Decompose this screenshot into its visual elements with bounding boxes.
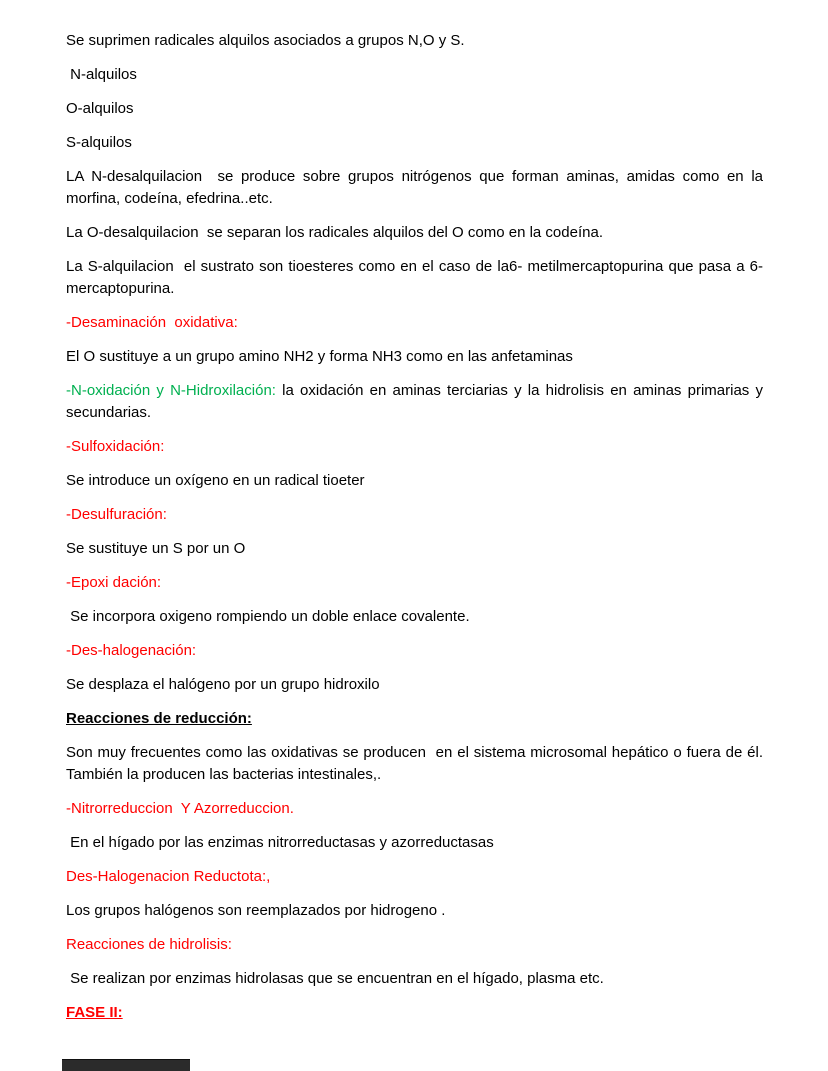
cropped-dark-image-fragment — [62, 1059, 190, 1071]
list-item-n-alquilos: N-alquilos — [66, 66, 137, 83]
paragraph-n-desalquilacion: LA N-desalquilacion se produce sobre grupos nitrógenos que forman aminas, amidas como en la morfina, codeína, efedrina..etc. — [66, 168, 768, 207]
paragraph-desaminacion-body: El O sustituye a un grupo amino NH2 y forma NH3 como en las anfetaminas — [66, 348, 573, 365]
paragraph-n-oxidacion-body: la oxidación en aminas terciarias y la hidrolisis en aminas primarias y secundarias. — [66, 382, 768, 421]
subheading-desaminacion-oxidativa: -Desaminación oxidativa: — [66, 314, 238, 331]
paragraph-epoxidacion-body: Se incorpora oxigeno rompiendo un doble enlace covalente. — [66, 608, 470, 625]
paragraph-o-desalquilacion: La O-desalquilacion se separan los radicales alquilos del O como en la codeína. — [66, 224, 603, 241]
paragraph-intro: Se suprimen radicales alquilos asociados a grupos N,O y S. — [66, 32, 465, 49]
paragraph-desulfuracion-body: Se sustituye un S por un O — [66, 540, 246, 557]
list-item-o-alquilos: O-alquilos — [66, 100, 134, 117]
paragraph-sulfoxidacion-body: Se introduce un oxígeno en un radical tioeter — [66, 472, 365, 489]
paragraph-des-halogenacion-body: Se desplaza el halógeno por un grupo hidroxilo — [66, 676, 380, 693]
subheading-n-oxidacion: -N-oxidación y N-Hidroxilación: — [66, 382, 276, 399]
subheading-reacciones-hidrolisis: Reacciones de hidrolisis: — [66, 936, 232, 953]
subheading-sulfoxidacion: -Sulfoxidación: — [66, 438, 165, 455]
list-item-s-alquilos: S-alquilos — [66, 134, 132, 151]
subheading-desulfuracion: -Desulfuración: — [66, 506, 167, 523]
paragraph-s-alquilacion: La S-alquilacion el sustrato son tioesteres como en el caso de la6- metilmercaptopurina que pasa a 6-mercaptopurina. — [66, 258, 763, 297]
heading-reacciones-reduccion: Reacciones de reducción: — [66, 710, 252, 727]
subheading-nitrorreduccion: -Nitrorreduccion Y Azorreduccion. — [66, 800, 294, 817]
subheading-des-halogenacion-reductota: Des-Halogenacion Reductota:, — [66, 868, 271, 885]
subheading-epoxidacion: -Epoxi dación: — [66, 574, 162, 591]
document-body — [66, 30, 768, 1036]
paragraph-n-oxidacion — [66, 380, 768, 424]
subheading-des-halogenacion: -Des-halogenación: — [66, 642, 197, 659]
paragraph-reduccion-body: Son muy frecuentes como las oxidativas se producen en el sistema microsomal hepático o fuera de él. También la producen las bacterias intestinales,. — [66, 744, 767, 783]
paragraph-hidrolisis-body: Se realizan por enzimas hidrolasas que se encuentran en el hígado, plasma etc. — [66, 970, 604, 987]
paragraph-nitrorreduccion-body: En el hígado por las enzimas nitrorreductasas y azorreductasas — [66, 834, 494, 851]
paragraph-halogenos-body: Los grupos halógenos son reemplazados por hidrogeno . — [66, 902, 446, 919]
heading-fase-ii: FASE II: — [66, 1004, 123, 1021]
